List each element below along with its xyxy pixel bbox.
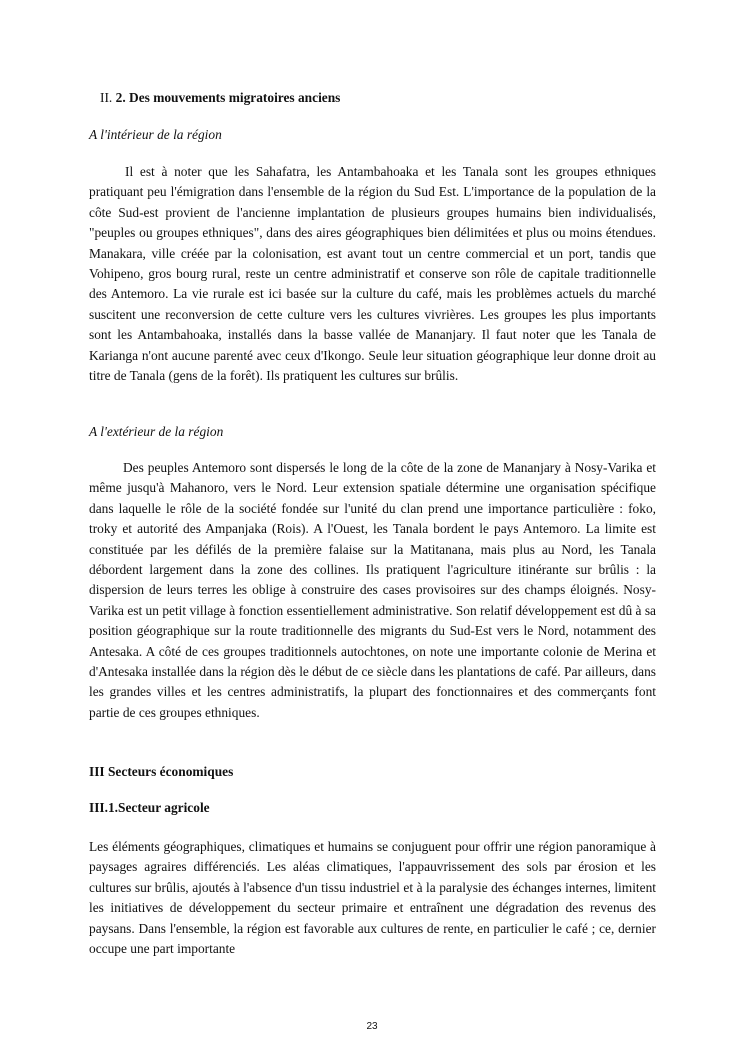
paragraph-exterior: Des peuples Antemoro sont dispersés le long de la côte de la zone de Mananjary à Nosy-Varika et même jusqu'à Mahanoro, vers le Nord. Leur extension spatiale détermine une organisation spécifique dans laquelle le rôle de la société fondée sur l'unité du clan prend une importance particulière : foko, troky et autorité des Ampanjaka (Rois). A l'Ouest, les Tanala bordent le pays Antemoro. La limite est constituée par les défilés de la première falaise sur la Matitanana, mais plus au Nord, les Tanala débordent largement dans la zone des collines. Ils pratiquent l'agriculture itinérante sur brûlis : la dispersion de leurs terres les oblige à construire des cases provisoires sur des champs éloignés. Nosy-Varika est un petit village à fonction essentiellement administrative. Son relatif développement est dû à sa position géographique sur la route traditionnelle des migrants du Sud-Est vers le Nord, notamment des Antesaka. A côté de ces groupes traditionnels autochtones, on note une importante colonie de Merina et d'Antesaka installée dans la région dès le début de ce siècle dans les plantations de café. Par ailleurs, dans les grandes villes et les centres administratifs, la plupart des fonctionnaires et des commerçants font partie de ces groupes ethniques. [89, 460, 656, 720]
section-heading-title: 2. Des mouvements migratoires anciens [115, 90, 341, 105]
subheading-interior: A l'intérieur de la région [89, 127, 222, 142]
paragraph-interior: Il est à noter que les Sahafatra, les Antambahoaka et les Tanala sont les groupes ethniques pratiquant peu l'émigration dans l'ensemble de la région du Sud Est. L'importance de la population de la côte Sud-est provient de l'ancienne implantation de plusieurs groupes humains bien individualisés, "peuples ou groupes ethniques", dans des aires géographiques bien délimitées et plus ou moins étendues. Manakara, ville créée par la colonisation, est avant tout un centre commercial et un port, tandis que Vohipeno, gros bourg rural, reste un centre administratif et conserve son rôle de capitale traditionnelle des Antemoro. La vie rurale est ici basée sur la culture du café, mais les problèmes actuels du marché suscitent une reconversion de cette culture vers les cultures vivrières. Les groupes les plus importants sont les Antambahoaka, installés dans la basse vallée de Mananjary. Il faut noter que les Tanala de Karianga n'ont aucune parenté avec ceux d'Ikongo. Seule leur situation géographique leur donne droit au titre de Tanala (gens de la forêt). Ils pratiquent les cultures sur brûlis. [89, 164, 656, 384]
subheading-exterior: A l'extérieur de la région [89, 424, 224, 439]
section-3-heading: III Secteurs économiques [89, 764, 234, 779]
section-3-1-heading: III.1.Secteur agricole [89, 800, 210, 815]
page-number: 23 [366, 1021, 378, 1032]
section-heading-prefix: II. [100, 90, 113, 105]
section-heading [100, 88, 667, 108]
paragraph-agriculture: Les éléments géographiques, climatiques et humains se conjuguent pour offrir une région panoramique à paysages agraires différenciés. Les aléas climatiques, l'appauvrissement des sols par érosion et les cultures sur brûlis, ajoutés à l'absence d'un tissu industriel et à la paralysie des échanges internes, limitent les initiatives de développement du secteur primaire et entraînent une dégradation des revenus des paysans. Dans l'ensemble, la région est favorable aux cultures de rente, en particulier le café ; ce, dernier occupe une part importante [89, 839, 656, 957]
